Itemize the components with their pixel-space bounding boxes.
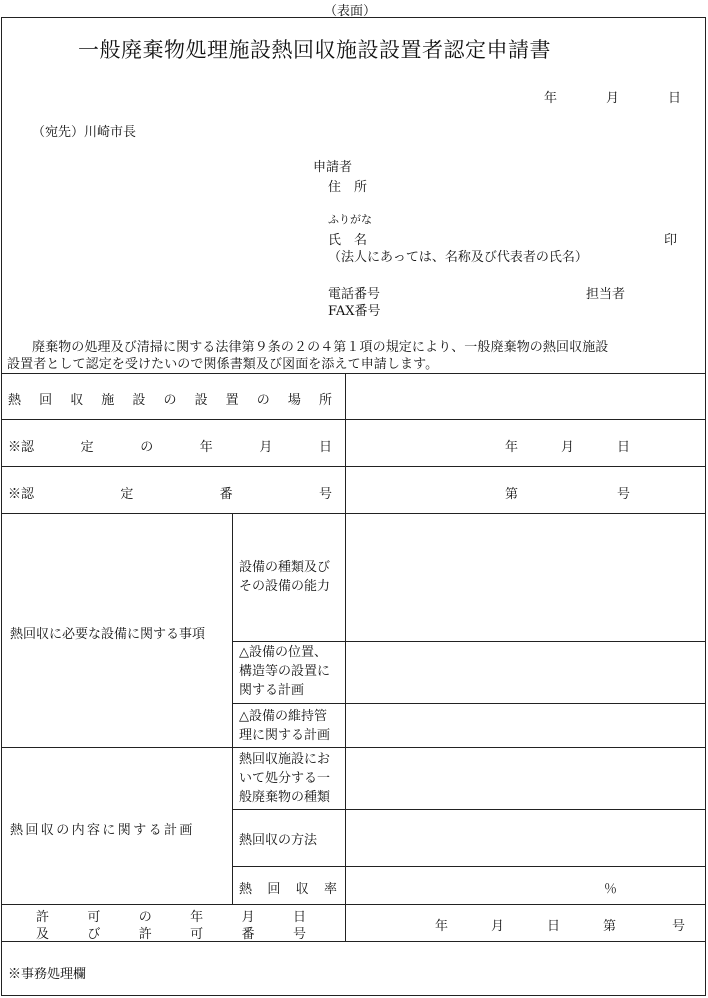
equipment-maintenance-label: △設備の維持管 理に関する計画 bbox=[239, 709, 331, 743]
equipment-group-label: 熱回収に必要な設備に関する事項 bbox=[10, 627, 206, 642]
location-label: 熱 回 収 施 設 の 設 置 の 場 所 bbox=[8, 393, 332, 408]
cert-date-month: 月 bbox=[561, 440, 575, 455]
seal-mark: 印 bbox=[664, 233, 678, 248]
column-rule bbox=[232, 513, 233, 904]
statement-line-1: 廃棄物の処理及び清掃に関する法律第９条の２の４第１項の規定により、一般廃棄物の熱回収施設 bbox=[32, 340, 609, 355]
equipment-position-field[interactable] bbox=[346, 642, 706, 703]
cert-number-field[interactable] bbox=[346, 467, 706, 513]
cert-number-gou: 号 bbox=[617, 487, 631, 502]
side-label: （表面） bbox=[324, 4, 377, 19]
office-use-label: ※事務処理欄 bbox=[8, 967, 87, 982]
equipment-type-field[interactable] bbox=[346, 514, 706, 641]
cert-date-label: ※認 定 の 年 月 日 bbox=[8, 440, 332, 455]
plan-waste-type-field[interactable] bbox=[346, 748, 706, 809]
fax-label: FAX番号 bbox=[328, 304, 381, 319]
permit-dai: 第 bbox=[603, 919, 617, 934]
corporate-note: （法人にあっては、名称及び代表者の氏名） bbox=[328, 250, 588, 265]
permit-label-line-1: 許 可 の 年 月 日 bbox=[36, 910, 306, 925]
permit-year: 年 bbox=[435, 919, 449, 934]
plan-method-field[interactable] bbox=[346, 810, 706, 866]
phone-label: 電話番号 bbox=[328, 287, 381, 302]
plan-group-label: 熱回収の内容に関する計画 bbox=[10, 823, 195, 838]
cert-date-year: 年 bbox=[505, 440, 519, 455]
addressee: （宛先）川崎市長 bbox=[32, 125, 137, 140]
name-label: 氏 名 bbox=[328, 233, 368, 248]
contact-label: 担当者 bbox=[586, 287, 626, 302]
applicant-heading: 申請者 bbox=[313, 160, 353, 175]
equipment-type-label: 設備の種類及び その設備の能力 bbox=[239, 560, 331, 594]
equipment-position-label: △設備の位置、 構造等の設置に 関する計画 bbox=[239, 645, 331, 698]
date-day: 日 bbox=[668, 91, 682, 106]
cert-date-field[interactable] bbox=[346, 420, 706, 466]
permit-day: 日 bbox=[547, 919, 561, 934]
cert-number-dai: 第 bbox=[505, 487, 519, 502]
permit-field[interactable] bbox=[346, 905, 706, 941]
permit-label-line-2: 及 び 許 可 番 号 bbox=[36, 927, 306, 942]
plan-recovery-rate-label: 熱 回 収 率 bbox=[239, 882, 337, 897]
permit-month: 月 bbox=[491, 919, 505, 934]
plan-waste-type-label: 熱回収施設にお いて処分する一 般廃棄物の種類 bbox=[239, 752, 331, 805]
equipment-maintenance-field[interactable] bbox=[346, 704, 706, 747]
form-title: 一般廃棄物処理施設熱回収施設設置者認定申請書 bbox=[78, 38, 551, 62]
office-use-field[interactable] bbox=[2, 942, 705, 995]
plan-method-label: 熱回収の方法 bbox=[239, 833, 318, 848]
plan-recovery-rate-field[interactable] bbox=[346, 867, 706, 904]
address-label: 住 所 bbox=[328, 180, 368, 195]
permit-gou: 号 bbox=[672, 919, 686, 934]
location-field[interactable] bbox=[346, 374, 706, 419]
statement-line-2: 設置者として認定を受けたいので関係書類及び図面を添えて申請します。 bbox=[7, 357, 439, 372]
cert-number-label: ※認 定 番 号 bbox=[8, 487, 332, 502]
cert-date-day: 日 bbox=[617, 440, 631, 455]
date-year: 年 bbox=[544, 91, 558, 106]
furigana-label: ふりがな bbox=[328, 213, 372, 226]
date-month: 月 bbox=[606, 91, 620, 106]
percent-sign: ％ bbox=[604, 882, 618, 897]
